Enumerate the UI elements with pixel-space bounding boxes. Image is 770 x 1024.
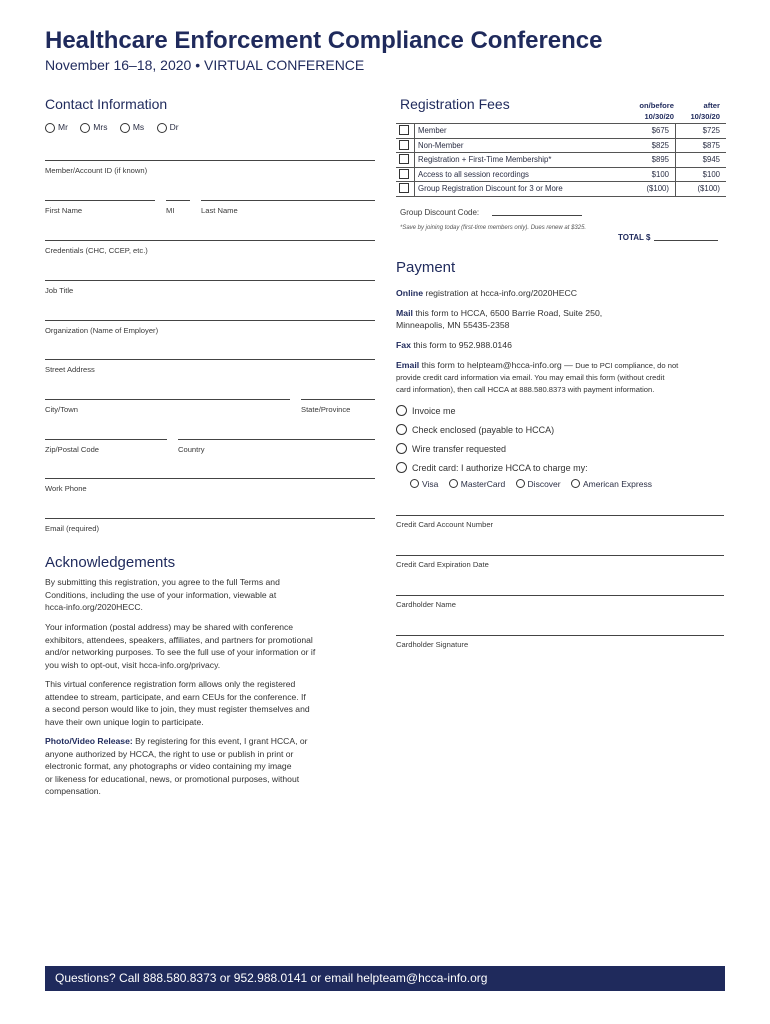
fee-row-group-discount: Group Registration Discount for 3 or More ($100) ($100) <box>396 182 726 197</box>
radio-icon[interactable] <box>396 424 407 435</box>
street-label: Street Address <box>45 365 95 374</box>
job-title-field[interactable] <box>45 280 375 281</box>
checkbox-icon[interactable] <box>399 140 409 150</box>
email-field[interactable] <box>45 518 375 519</box>
group-code-field[interactable] <box>492 215 582 216</box>
fee-row-nonmember: Non-Member $825 $875 <box>396 139 726 154</box>
member-id-field[interactable] <box>45 160 375 161</box>
fee-row-recordings: Access to all session recordings $100 $100 <box>396 168 726 183</box>
member-id-label: Member/Account ID (if known) <box>45 166 148 175</box>
total-label: TOTAL $ <box>618 233 651 242</box>
salutation-mr[interactable]: Mr <box>45 122 68 132</box>
fee-table <box>396 124 726 197</box>
radio-icon[interactable] <box>396 462 407 473</box>
card-visa[interactable]: Visa <box>410 479 438 489</box>
city-field[interactable] <box>45 399 290 400</box>
state-field[interactable] <box>301 399 375 400</box>
radio-icon[interactable] <box>571 479 580 488</box>
card-expiration-field[interactable] <box>396 555 724 556</box>
payment-mail: Mail this form to HCCA, 6500 Barrie Road, Suite 250, Minneapolis, MN 55435-2358 <box>396 308 603 330</box>
credentials-label: Credentials (CHC, CCEP, etc.) <box>45 246 148 255</box>
radio-icon[interactable] <box>80 123 90 133</box>
card-type-group <box>410 479 652 489</box>
card-number-field[interactable] <box>396 515 724 516</box>
mi-label: MI <box>166 206 175 215</box>
payment-email: Email this form to helpteam@hcca-info.org — Due to PCI compliance, do not provide credit card information via email. You may email this form (without credit card information), then call HCCA at 888.580.8373 with payment information. <box>396 360 679 394</box>
payment-fax: Fax this form to 952.988.0146 <box>396 340 512 350</box>
job-title-label: Job Title <box>45 286 74 295</box>
card-mastercard[interactable]: MasterCard <box>449 479 505 489</box>
membership-footnote: *Save by joining today (first-time members only). Dues renew at $325. <box>400 225 587 231</box>
email-label: Email (required) <box>45 524 100 533</box>
salutation-ms[interactable]: Ms <box>120 122 144 132</box>
state-label: State/Province <box>301 405 351 414</box>
payment-option-check[interactable]: Check enclosed (payable to HCCA) <box>396 424 554 435</box>
radio-icon[interactable] <box>45 123 55 133</box>
fee-row-registration-membership: Registration + First-Time Membership* $895 $945 <box>396 153 726 168</box>
salutation-group <box>45 122 189 133</box>
footer-bar <box>45 966 725 991</box>
card-discover[interactable]: Discover <box>516 479 561 489</box>
payment-option-wire[interactable]: Wire transfer requested <box>396 443 506 454</box>
salutation-mrs[interactable]: Mrs <box>80 122 107 132</box>
cardholder-signature-field[interactable] <box>396 635 724 636</box>
radio-icon[interactable] <box>120 123 130 133</box>
last-name-field[interactable] <box>201 200 375 201</box>
organization-field[interactable] <box>45 320 375 321</box>
payment-option-invoice[interactable]: Invoice me <box>396 405 456 416</box>
ack-paragraph-2: Your information (postal address) may be shared with conference exhibitors, attendees, speakers, affiliates, and partners for promotional and/or networking purposes. To see the full use of your information or if you wish to opt-out, visit hcca-info.org/privacy. <box>45 622 316 670</box>
city-label: City/Town <box>45 405 78 414</box>
checkbox-icon[interactable] <box>399 154 409 164</box>
cardholder-signature-label: Cardholder Signature <box>396 640 469 649</box>
page-subtitle: November 16–18, 2020 • VIRTUAL CONFERENCE <box>45 57 365 73</box>
cardholder-name-field[interactable] <box>396 595 724 596</box>
total-field[interactable] <box>654 240 718 241</box>
group-code-label: Group Discount Code: <box>400 208 480 217</box>
contact-heading: Contact Information <box>45 96 168 112</box>
first-name-field[interactable] <box>45 200 155 201</box>
zip-label: Zip/Postal Code <box>45 445 100 454</box>
page-title: Healthcare Enforcement Compliance Conference <box>45 27 603 54</box>
mi-field[interactable] <box>166 200 190 201</box>
last-name-label: Last Name <box>201 206 238 215</box>
acknowledgements-heading: Acknowledgements <box>45 554 176 571</box>
checkbox-icon[interactable] <box>399 125 409 135</box>
street-field[interactable] <box>45 359 375 360</box>
country-field[interactable] <box>178 439 375 440</box>
work-phone-label: Work Phone <box>45 484 87 493</box>
payment-heading: Payment <box>396 259 456 276</box>
fees-heading: Registration Fees <box>400 96 510 112</box>
fee-row-member: Member $675 $725 <box>396 124 726 139</box>
radio-icon[interactable] <box>410 479 419 488</box>
radio-icon[interactable] <box>157 123 167 133</box>
card-number-label: Credit Card Account Number <box>396 520 494 529</box>
work-phone-field[interactable] <box>45 478 375 479</box>
ack-paragraph-4: Photo/Video Release: By registering for this event, I grant HCCA, or anyone authorized by HCCA, the right to use or publish in print or electronic format, any photographs or video containing my image or likeness for educational, news, or promotional purposes, without compensation. <box>45 736 308 797</box>
fee-col-before-header: on/before 10/30/20 <box>639 101 674 121</box>
radio-icon[interactable] <box>516 479 525 488</box>
radio-icon[interactable] <box>396 405 407 416</box>
salutation-dr[interactable]: Dr <box>157 122 179 132</box>
card-expiration-label: Credit Card Expiration Date <box>396 560 489 569</box>
card-amex[interactable]: American Express <box>571 479 652 489</box>
country-label: Country <box>178 445 205 454</box>
organization-label: Organization (Name of Employer) <box>45 326 159 335</box>
payment-online: Online registration at hcca-info.org/2020HECC <box>396 288 578 298</box>
ack-paragraph-3: This virtual conference registration form allows only the registered attendee to stream, participate, and earn CEUs for the conference. If a second person would like to join, they must register themselves and have their own unique login to participate. <box>45 679 310 727</box>
ack-paragraph-1: By submitting this registration, you agree to the full Terms and Conditions, including the use of your information, viewable at hcca-info.org/2020HECC. <box>45 577 280 613</box>
payment-option-credit-card[interactable]: Credit card: I authorize HCCA to charge my: <box>396 462 588 473</box>
footer-contact-text: Questions? Call 888.580.8373 or 952.988.0141 or email helpteam@hcca-info.org <box>55 971 488 985</box>
radio-icon[interactable] <box>449 479 458 488</box>
checkbox-icon[interactable] <box>399 183 409 193</box>
checkbox-icon[interactable] <box>399 169 409 179</box>
fee-col-after-header: after 10/30/20 <box>690 101 720 121</box>
radio-icon[interactable] <box>396 443 407 454</box>
zip-field[interactable] <box>45 439 167 440</box>
cardholder-name-label: Cardholder Name <box>396 600 456 609</box>
credentials-field[interactable] <box>45 240 375 241</box>
first-name-label: First Name <box>45 206 83 215</box>
